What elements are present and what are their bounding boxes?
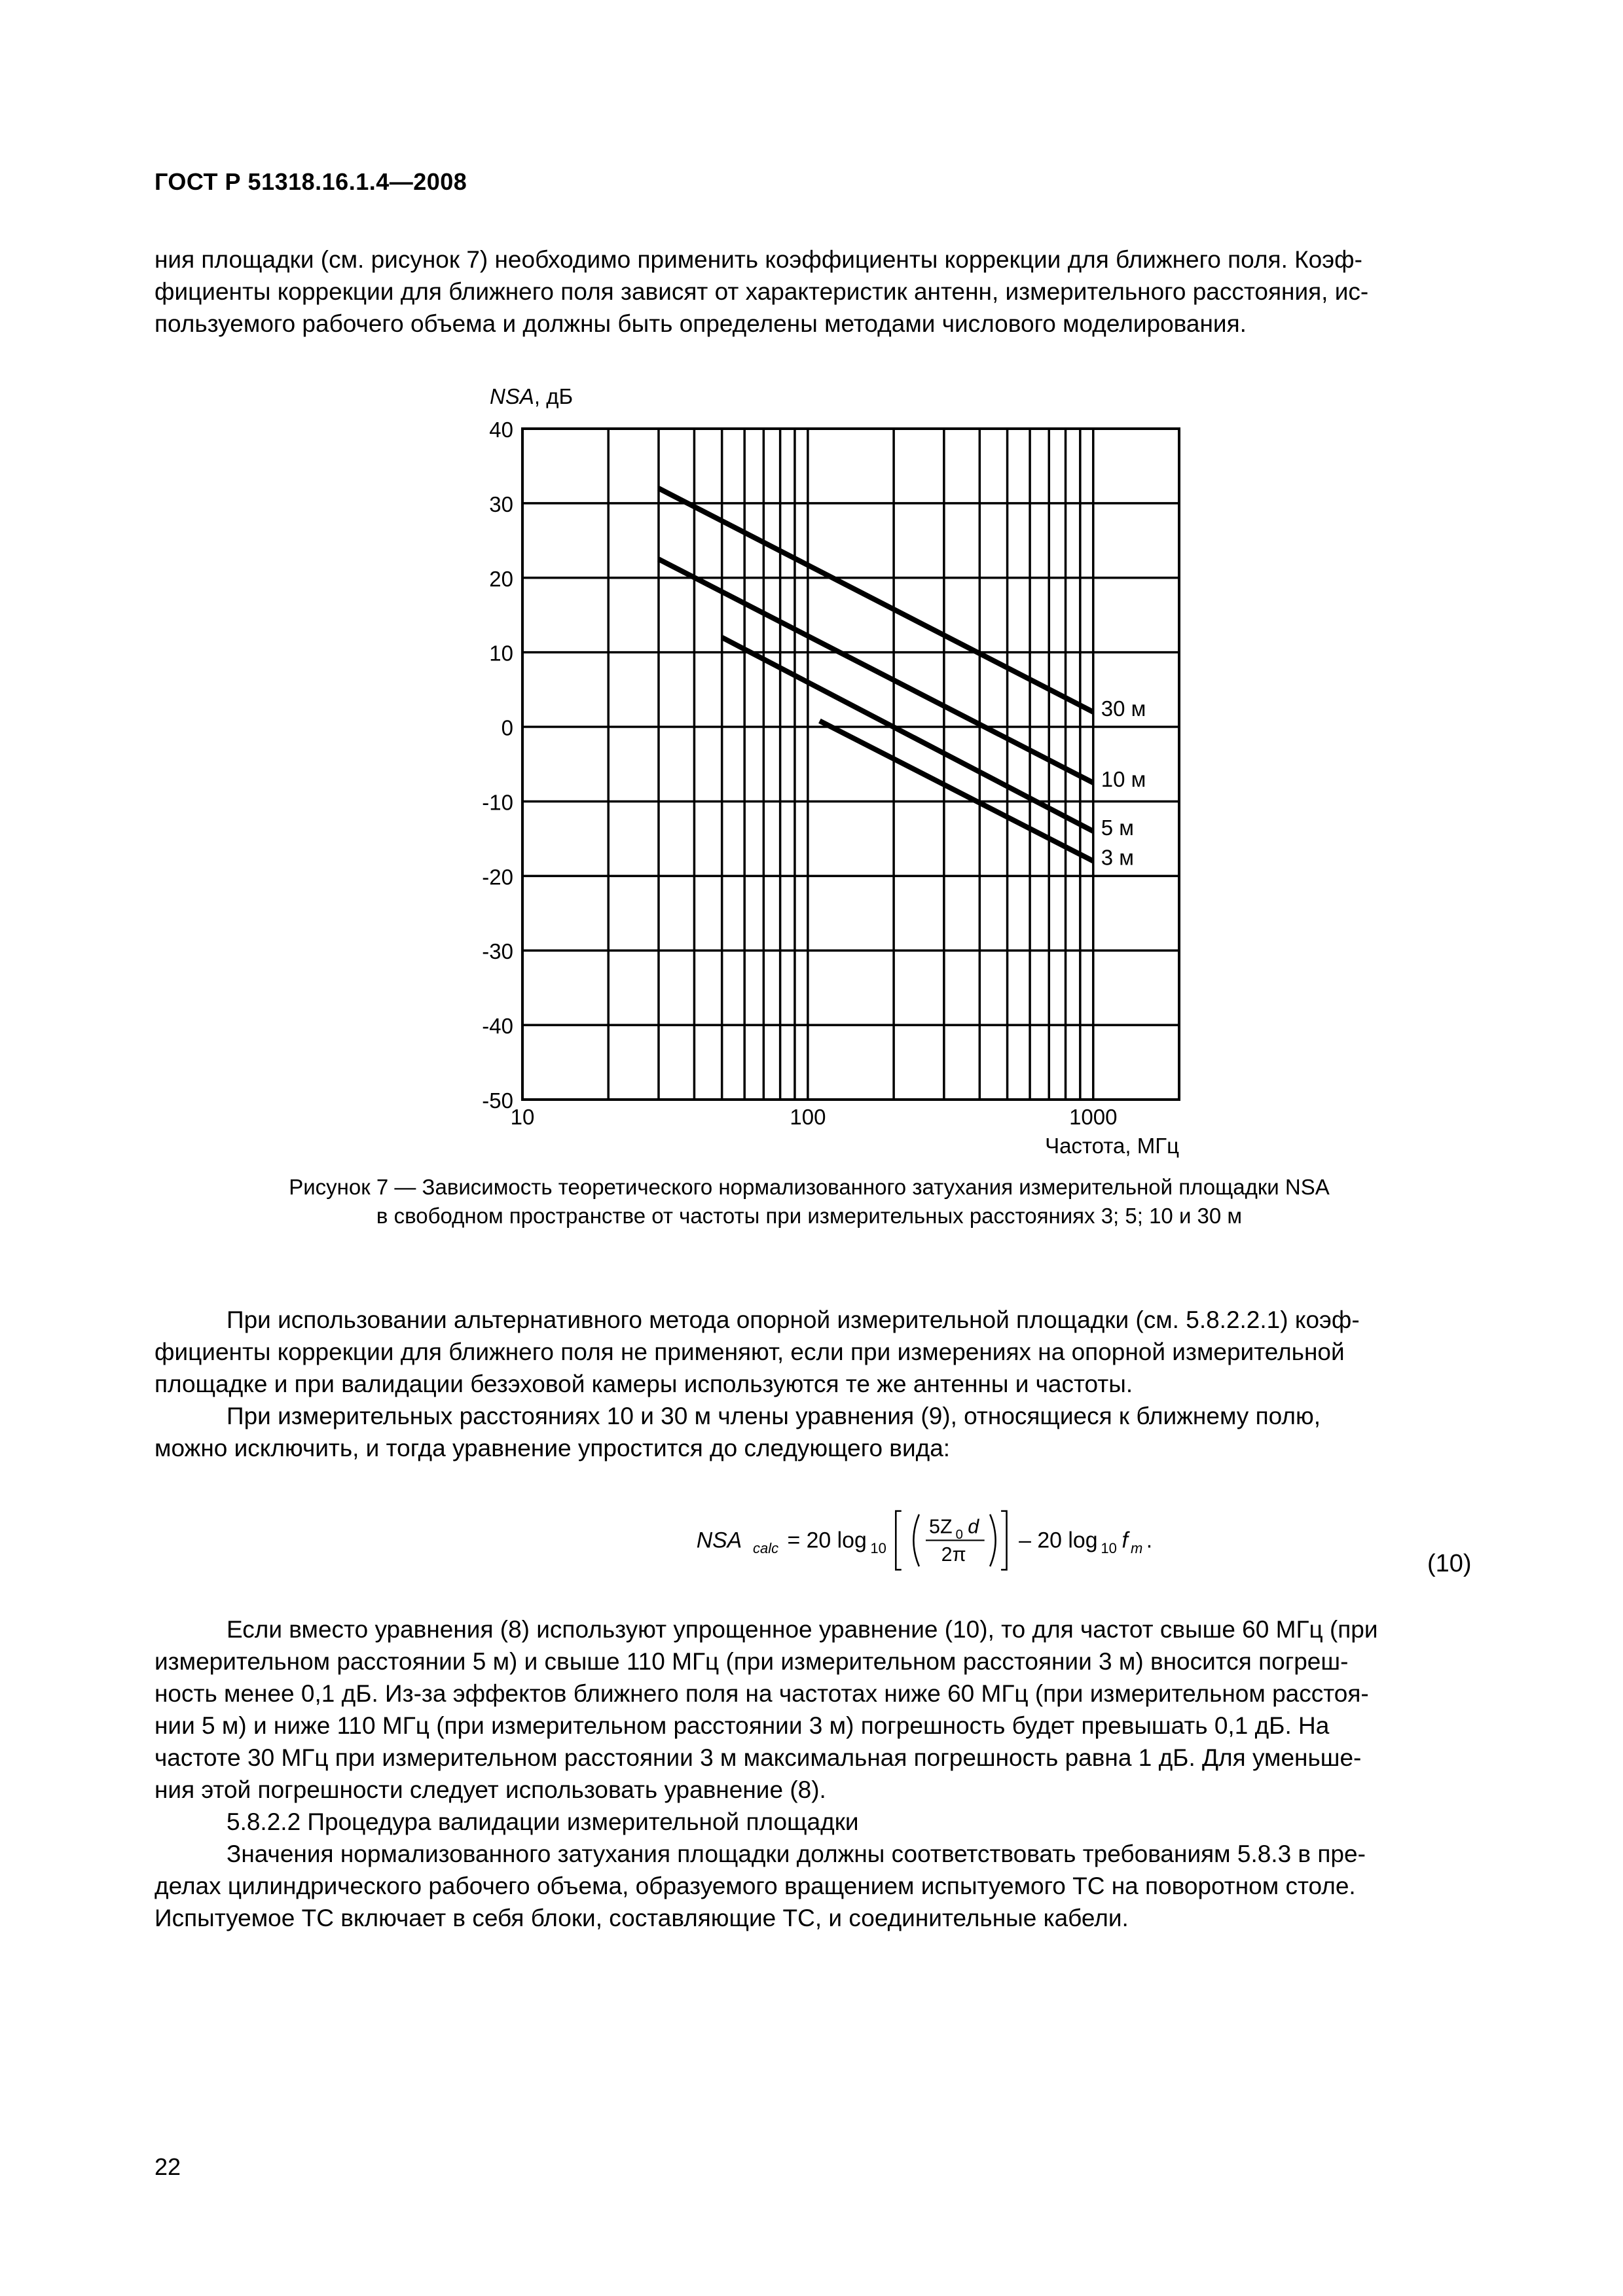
- formula-den: 2π: [941, 1543, 966, 1566]
- series-label: 3 м: [1101, 845, 1135, 870]
- text-line: ния площадки (см. рисунок 7) необходимо применить коэффициенты коррекции для ближнего поля. Коэф-: [155, 246, 1362, 273]
- y-tick-label: 30: [489, 492, 513, 516]
- text-line: При использовании альтернативного метода опорной измерительной площадки (см. 5.8.2.2.1) коэф-: [227, 1306, 1360, 1333]
- text-line: Испытуемое ТС включает в себя блоки, составляющие ТС, и соединительные кабели.: [155, 1905, 1129, 1931]
- series-label: 5 м: [1101, 816, 1135, 840]
- formula-log-sub: 10: [870, 1539, 886, 1556]
- formula-num: 5Z: [929, 1515, 953, 1538]
- formula-lhs: NSA: [696, 1528, 742, 1553]
- paragraph-alt-method: [155, 1304, 1464, 1464]
- x-tick-label: 1000: [1069, 1105, 1118, 1129]
- caption-line: в свободном пространстве от частоты при измерительных расстояниях 3; 5; 10 и 30 м: [376, 1204, 1243, 1228]
- formula-num-sub: 0: [955, 1527, 963, 1542]
- text-line: пользуемого рабочего объема и должны быть определены методами числового моделирования.: [155, 310, 1247, 337]
- paragraph-simplified: [155, 1613, 1464, 1934]
- y-tick-label: -40: [482, 1014, 513, 1039]
- document-header: ГОСТ Р 51318.16.1.4—2008: [155, 168, 467, 195]
- text-line: ния этой погрешности следует использовать уравнение (8).: [155, 1776, 826, 1803]
- series-line: [820, 721, 1093, 861]
- y-tick-label: -10: [482, 790, 513, 815]
- series-line: [659, 488, 1093, 712]
- figure-caption: [155, 1173, 1464, 1230]
- formula-rhs-tail: f: [1122, 1528, 1128, 1553]
- equation-10: [615, 1499, 1467, 1571]
- formula-rhs: – 20 log: [1019, 1528, 1098, 1553]
- page-number: 22: [155, 2153, 181, 2180]
- equation-number: (10): [1427, 1550, 1472, 1577]
- text-line: измерительном расстоянии 5 м) и свыше 110 МГц (при измерительном расстоянии 3 м) вносится погреш-: [155, 1648, 1349, 1675]
- caption-line: Рисунок 7 — Зависимость теоретического нормализованного затухания измерительной площадки NSA: [289, 1175, 1330, 1199]
- text-line: частоте 30 МГц при измерительном расстоянии 3 м максимальная погрешность равна 1 дБ. Для уменьше-: [155, 1744, 1362, 1771]
- y-axis-label: NSA, дБ: [490, 384, 574, 408]
- text-line: Если вместо уравнения (8) используют упрощенное уравнение (10), то для частот свыше 60 МГц (при: [227, 1616, 1378, 1643]
- formula-rhs-tail-sub: m: [1131, 1539, 1143, 1556]
- y-tick-label: 0: [501, 715, 513, 740]
- formula-num-tail: d: [968, 1515, 979, 1538]
- text-line: нии 5 м) и ниже 110 МГц (при измерительном расстоянии 3 м) погрешность будет превышать 0,1 дБ. На: [155, 1712, 1330, 1739]
- y-tick-label: 10: [489, 641, 513, 666]
- chart-series: [659, 488, 1159, 869]
- section-heading: 5.8.2.2 Процедура валидации измерительной площадки: [227, 1808, 859, 1835]
- x-tick-label: 100: [790, 1105, 826, 1129]
- formula-rhs-sub: 10: [1101, 1539, 1117, 1556]
- text-line: фициенты коррекции для ближнего поля зависят от характеристик антенн, измерительного расстояния, ис-: [155, 278, 1369, 305]
- y-tick-label: 40: [489, 418, 513, 442]
- y-tick-label: 20: [489, 566, 513, 591]
- text-line: можно исключить, и тогда уравнение упростится до следующего вида:: [155, 1435, 951, 1462]
- text-line: фициенты коррекции для ближнего поля не применяют, если при измерениях на опорной измерительной: [155, 1338, 1345, 1365]
- x-tick-label: 10: [510, 1105, 535, 1129]
- series-label: 10 м: [1101, 766, 1146, 791]
- formula-eq: = 20 log: [787, 1528, 867, 1553]
- text-line: Значения нормализованного затухания площадки должны соответствовать требованиям 5.8.3 в пре-: [227, 1840, 1366, 1867]
- y-tick-label: -20: [482, 865, 513, 889]
- text-line: При измерительных расстояниях 10 и 30 м члены уравнения (9), относящиеся к ближнему полю,: [227, 1403, 1321, 1429]
- text-line: делах цилиндрического рабочего объема, образуемого вращением испытуемого ТС на поворотном столе.: [155, 1873, 1356, 1899]
- text-line: площадке и при валидации безэховой камеры используются те же антенны и частоты.: [155, 1371, 1133, 1397]
- chart-grid: [522, 429, 1179, 1100]
- text-line: ность менее 0,1 дБ. Из-за эффектов ближнего поля на частотах ниже 60 МГц (при измерительном расстоя-: [155, 1680, 1369, 1707]
- x-axis-label: Частота, МГц: [1045, 1134, 1179, 1158]
- y-tick-label: -30: [482, 939, 513, 964]
- formula-lhs-sub: calc: [753, 1539, 779, 1556]
- series-label: 30 м: [1101, 696, 1146, 721]
- y-tick-label: -50: [482, 1088, 513, 1113]
- formula-end: .: [1146, 1528, 1153, 1553]
